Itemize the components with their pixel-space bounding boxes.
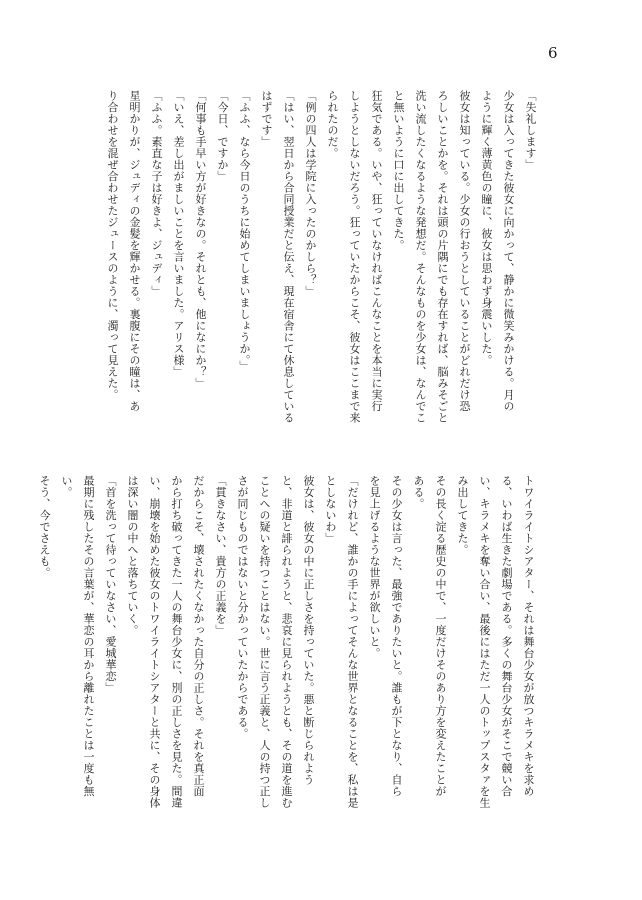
text-line: と、非道と誹られようと、悲哀に見られようとも、その道を進む [280, 475, 293, 809]
text-line: としないわ」 [324, 475, 337, 544]
text-line: 最期に残したその言葉が、華恋の耳から離れたことは一度も無 [82, 475, 95, 797]
text-line: られたのだ。 [326, 90, 339, 159]
text-line: 狂気である。いや、狂っていなければこんなことを本当に実行 [370, 90, 383, 412]
text-line: い、キラメキを奪い合い、最後にはただ一人のトップスタァを生 [478, 475, 491, 809]
text-line: 彼女は、彼女の中に正しさを持っていた。悪と断じられよう [302, 475, 315, 786]
text-line: から打ち破ってきた一人の舞台少女に、別の正しさを見た。間違 [170, 475, 183, 809]
text-line: 「例の四人は学院に入ったのかしら？」 [304, 90, 317, 297]
text-line: 「首を洗って待っていなさい、愛城華恋」 [104, 475, 117, 694]
text-line: み出してきた。 [456, 475, 469, 556]
text-line: り合わせを混ぜ合わせたジュースのように、濁って見えた。 [106, 90, 119, 401]
text-line: 「今日、ですか」 [216, 90, 229, 182]
text-line: 「何事も手早い方が好きなの。それとも、他になにか？」 [194, 90, 207, 389]
text-line: はずです」 [260, 90, 273, 148]
text-line: い、崩壊を始めた彼女のトワイライトシアターと共に、その身体 [148, 475, 161, 809]
text-line: だからこそ、壊されたくなかった自分の正しさ。それを真正面 [192, 475, 205, 797]
text-line: は深い闇の中へと落ちていく。 [126, 475, 139, 636]
text-line: を見上げるような世界が欲しいと。 [368, 475, 381, 659]
text-line: その長く淀る歴史の中で、一度だけそのあり方を変えたことが [434, 475, 447, 797]
text-line: い。 [60, 475, 73, 498]
text-line: その少女は言った、最強でありたいと。誰もが下となり、自ら [390, 475, 403, 797]
text-line: 「はい、翌日から合同授業だと伝え、現在宿舎にて休息している [282, 90, 295, 424]
text-line: と無いように口に出してきた。 [392, 90, 405, 251]
text-line: トワイライトシアター、それは舞台少女が放つキラメキを求め [522, 475, 535, 797]
text-line: 「失礼します」 [524, 90, 537, 171]
text-line: 「だけれど、誰かの手によってそんな世界となることを、私は是 [346, 475, 359, 809]
text-line: 「ふふ。素直な子は好きよ、ジュディ」 [150, 90, 163, 297]
text-line: 彼女は知っている。少女の行おうとしていることがどれだけ恐 [458, 90, 471, 412]
text-line: 「いえ、差し出がましいことを言いました。アリス様」 [172, 90, 185, 378]
text-line: 洗い流したくなるような発想だ。そんなものを少女は、なんでこ [414, 90, 427, 424]
text-line: しようとしないだろう。狂っていたからこそ、彼女はここまで来 [348, 90, 361, 424]
text-line: 「ふふ、なら今日のうちに始めてしまいましょうか。」 [238, 90, 251, 372]
bottom-text-block [38, 475, 539, 809]
text-line: 星明かりが、ジュディの金髪を輝かせる。裏腹にその瞳は、あ [128, 90, 141, 412]
text-line: る、いわば生きた劇場である。多くの舞台少女がそこで競い合 [500, 475, 513, 797]
page-number: 6 [548, 44, 558, 62]
text-line: ことへの疑いを持つことはない。世に言う正義と、人の持つ正し [258, 475, 271, 809]
text-line: ように輝く薄黄色の瞳に、彼女は思わず身震いした。 [480, 90, 493, 366]
text-line: そう、今でさえも。 [38, 475, 51, 579]
text-line: 「貫きなさい、貴方の正義を」 [214, 475, 227, 636]
top-text-block [106, 90, 541, 430]
text-line: ある。 [412, 475, 425, 510]
text-line: さが同じものではないと分かっていたからである。 [236, 475, 249, 740]
text-line: 少女は入ってきた彼女に向かって、静かに微笑みかける。月の [502, 90, 515, 412]
text-line: ろしいことかを。それは頭の片隅にでも存在すれば、脳みそごと [436, 90, 449, 424]
